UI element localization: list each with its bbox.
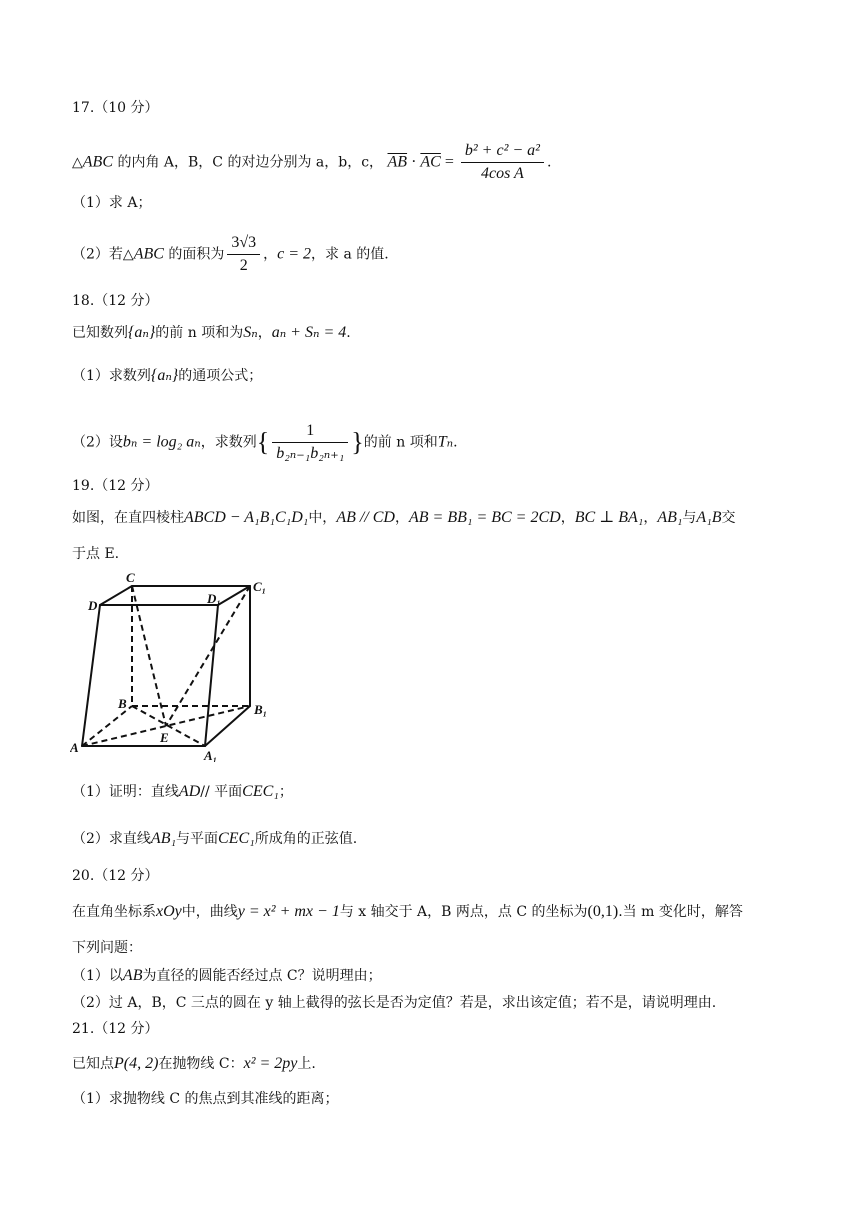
vector-ab: $\overline{AB}$ [387, 153, 408, 171]
q18-heading: 18.（12 分） [72, 293, 159, 309]
triangle-symbol: △ [72, 154, 83, 171]
q18-part1-post: 的通项公式； [178, 368, 263, 384]
q18-tn: Tₙ [437, 433, 454, 451]
q18-part2: （2）设bₙ = log₂ aₙ，求数列{ $\frac{1}{\text{b₂ₙ₋₁b₂ₙ₊₁}}$ }的前 n 项和Tₙ. [72, 420, 458, 465]
q18-fraction [272, 420, 348, 465]
q20-stem-mid2: 与 x 轴交于 A，B 两点，点 C 的坐标为 [339, 904, 588, 920]
q20-part2: （2）过 A，B，C 三点的圆在 y 轴上截得的弦长是否为定值？若是，求出该定值；若不是，请说明理由. [72, 995, 717, 1011]
edge-d-c [100, 586, 132, 605]
edge-d-a [82, 605, 100, 746]
label-e: E [160, 730, 169, 745]
q20-ab: AB [122, 967, 143, 984]
q18-frac-den: b₂ₙ₋₁b₂ₙ₊₁ [276, 445, 345, 462]
q21-point-p: P(4, 2) [114, 1055, 159, 1072]
q18-equation: aₙ + Sₙ = 4 [271, 324, 347, 341]
q19-ab1: AB₁ [657, 509, 683, 526]
q18-part1-seq: {aₙ} [150, 367, 179, 384]
q19-part1-prefix: （1）证明：直线 [72, 784, 179, 800]
q18-frac-num: 1 [272, 420, 348, 443]
q19-heading: 19.（12 分） [72, 478, 159, 494]
q19-cond-equal: AB = BB₁ = BC = 2CD [408, 509, 561, 526]
q17-fraction [461, 140, 544, 185]
q21-stem-mid: 在抛物线 C： [158, 1056, 244, 1072]
edge-d1-a1 [205, 605, 218, 746]
q19-stem-mid: 中， [308, 510, 337, 526]
q19-stem-prefix: 如图，在直四棱柱 [72, 510, 184, 526]
q18-part2-post: 的前 n 项和 [363, 434, 438, 451]
q20-curve: y = x² + mx − 1 [237, 903, 340, 920]
q19-part2 [72, 829, 357, 849]
q19-with: 与 [682, 510, 697, 526]
q17-heading: 17.（10 分） [72, 100, 159, 116]
q20-xoy: xOy [156, 903, 182, 920]
q18-part2-prefix: （2）设 [72, 434, 123, 451]
q17-area-den: 2 [239, 257, 248, 274]
q20-part1 [72, 966, 382, 986]
q18-part2-mid: ，求数列 [200, 434, 257, 451]
q18-sn: Sₙ [243, 324, 258, 341]
label-a: A [70, 740, 79, 755]
q20-stem-line2: 下列问题： [72, 940, 142, 956]
label-d: D [88, 598, 98, 613]
q19-prism: ABCD − A₁B₁C₁D₁ [184, 509, 309, 526]
q17-stem: △ABC 的内角 A，B，C 的对边分别为 a，b，c， $\overline{AB} \cdot \overline{AC}$ = $\frac{\text{b² + c² − a²}}{\text{4cos A}}$ . [72, 140, 551, 185]
q21-stem [72, 1054, 316, 1074]
q20-stem-prefix: 在直角坐标系 [72, 904, 156, 920]
q20-point-c: (0,1) [587, 903, 619, 920]
prism-figure [70, 572, 280, 762]
q17-part2-abc: ABC [133, 245, 164, 263]
q17-c-value: c = 2 [277, 245, 312, 263]
q20-stem-line1 [72, 902, 743, 922]
q17-stem-text: 的内角 A，B，C 的对边分别为 a，b，c， [113, 154, 384, 171]
q17-area-num: 3√3 [227, 232, 260, 255]
q19-plane-2: CEC₁ [218, 830, 255, 847]
q19-stem-line2: 于点 E. [72, 546, 120, 562]
q21-stem-post: 上. [297, 1056, 316, 1072]
q19-part1-mid: // 平面 [200, 784, 243, 800]
label-c1: C₁ [253, 579, 267, 594]
q18-part1-prefix: （1）求数列 [72, 368, 151, 384]
q17-part1: （1）求 A； [72, 195, 152, 211]
q21-parabola: x² = 2py [243, 1055, 298, 1072]
q20-stem-post: .当 m 变化时，解答 [618, 904, 743, 920]
edge-a1-b1 [205, 706, 250, 746]
vector-ac: $\overline{AC}$ [420, 153, 441, 171]
q18-stem-mid: 的前 n 项和为 [155, 325, 244, 341]
q19-cond-perp: BC ⊥ BA₁ [574, 509, 644, 526]
q17-part2: （2）若△ABC 的面积为 $\frac{3√3}{2}$ ，c = 2，求 a 的值. [72, 232, 389, 277]
q17-part2-post: ，求 a 的值. [311, 246, 389, 263]
q18-stem-prefix: 已知数列 [72, 325, 128, 341]
label-b: B [118, 696, 127, 711]
q19-line-ad: AD [178, 783, 201, 800]
q17-frac-numerator: b² + c² − a² [461, 140, 544, 163]
q18-stem: 已知数列{aₙ}的前 n 项和为Sₙ，aₙ + Sₙ = 4. [72, 324, 351, 341]
label-c: C [126, 572, 135, 585]
q19-stem-line1: 如图，在直四棱柱ABCD − A₁B₁C₁D₁中，AB // CD，AB = BB₁ = BC = 2CD，BC ⊥ BA₁，AB₁与A₁B交 [72, 509, 736, 526]
q18-bn-def: bₙ = log₂ aₙ [122, 433, 201, 451]
q18-part1 [72, 366, 262, 386]
q21-stem-prefix: 已知点 [72, 1056, 114, 1072]
q17-part2-mid: 的面积为 [163, 246, 225, 263]
q19-part1: （1）证明：直线AD// 平面CEC₁； [72, 783, 293, 800]
triangle-name: ABC [82, 153, 113, 171]
q17-area-fraction [227, 232, 260, 277]
q19-part2-mid: 与平面 [176, 831, 219, 847]
q19-a1b: A₁B [696, 509, 722, 526]
q20-stem-mid1: 中，曲线 [181, 904, 238, 920]
label-a1: A₁ [204, 748, 218, 762]
q19-plane: CEC₁ [242, 783, 279, 800]
q20-part1-prefix: （1）以 [72, 968, 123, 984]
q21-heading: 21.（12 分） [72, 1021, 159, 1037]
q19-part2-prefix: （2）求直线 [72, 831, 151, 847]
label-b1: B₁ [254, 702, 268, 717]
q19-cond-parallel: AB // CD [336, 509, 395, 526]
label-d1: D₁ [207, 591, 221, 606]
q20-heading: 20.（12 分） [72, 868, 159, 884]
q21-part1: （1）求抛物线 C 的焦点到其准线的距离； [72, 1091, 339, 1107]
q20-part1-post: 为直径的圆能否经过点 C？说明理由； [142, 968, 382, 984]
q17-part2-prefix: （2）若△ [72, 246, 134, 263]
q19-intersect: 交 [721, 510, 736, 526]
q18-seq: {aₙ} [128, 324, 156, 341]
q19-line-ab1: AB₁ [150, 830, 177, 847]
q17-frac-denominator: 4cos A [481, 165, 524, 182]
q19-part2-post: 所成角的正弦值. [254, 831, 358, 847]
